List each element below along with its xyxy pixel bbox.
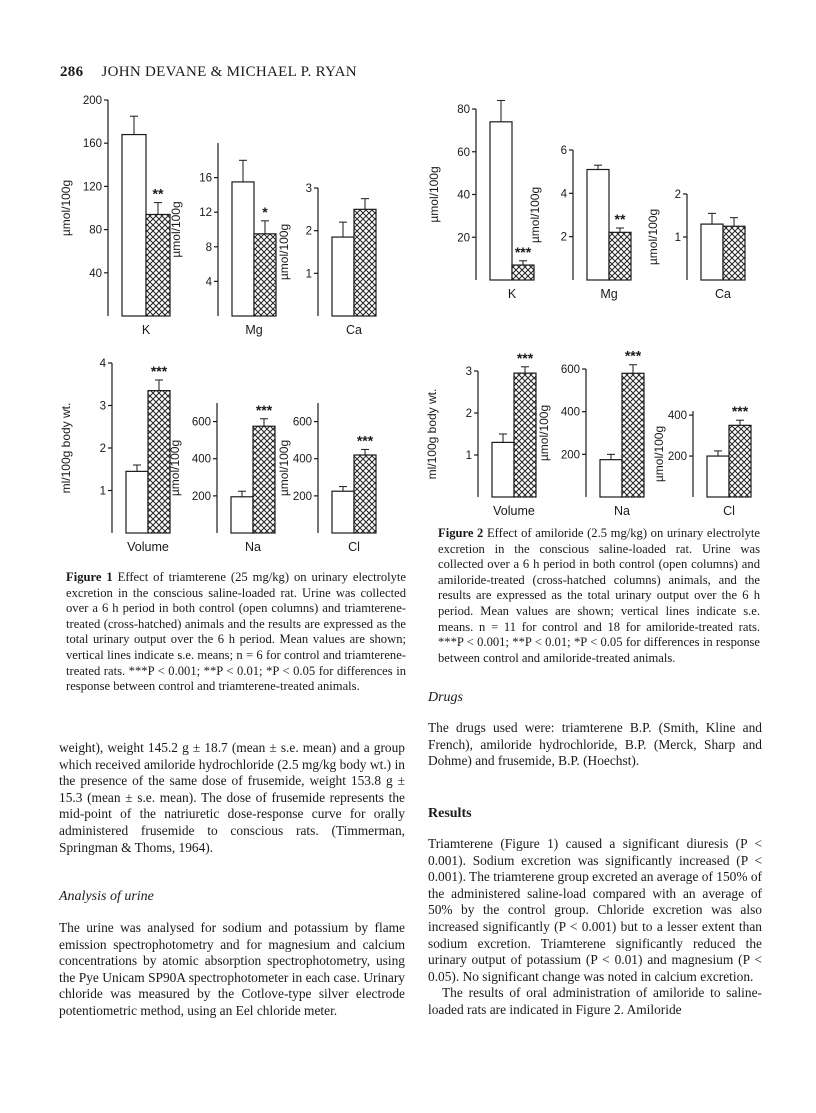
bar-control-mg: [587, 170, 609, 281]
bar-control-volume: [492, 442, 514, 497]
bar-treated-na: [253, 426, 275, 533]
figure1-caption: [66, 570, 406, 695]
figure2-caption: [438, 526, 760, 666]
figure1-label: Figure 1: [66, 570, 113, 584]
tick-label: 2: [560, 231, 567, 244]
tick-label: 2: [465, 408, 472, 420]
tick-label: 1: [674, 232, 681, 244]
y-axis-label: µmol/100g: [169, 201, 183, 258]
significance-marker: ***: [516, 349, 534, 366]
y-axis-label: ml/100g body wt.: [59, 402, 73, 494]
category-label: Ca: [346, 323, 362, 337]
tick-label: 160: [82, 138, 102, 151]
tick-label: 1: [99, 485, 106, 498]
tick-label: 80: [89, 224, 102, 237]
paragraph: Triamterene (Figure 1) caused a significant diuresis (P < 0.001). Sodium excretion was significantly increased (P < 0.001). The triamterene group excreted an average of 150% of the administered saline-load compared with an average of 50% by the control group. Chloride excretion was also increased significantly (P < 0.001) but to a lesser extent than sodium excretion. Triamterene significantly reduced the urinary output of potassium (P < 0.01) and magnesium (P < 0.05). No significant change was noted in calcium excretion.: [428, 836, 763, 984]
bar-treated-k: [512, 265, 534, 280]
bar-treated-volume: [514, 373, 536, 497]
bar-treated-cl: [729, 425, 751, 497]
category-label: Ca: [715, 287, 731, 301]
section-heading-analysis: Analysis of urine: [59, 889, 154, 904]
section-heading-drugs: Drugs: [428, 690, 464, 705]
significance-marker: ***: [624, 347, 642, 364]
bar-treated-ca: [354, 209, 376, 316]
bar-treated-volume: [148, 391, 170, 533]
tick-label: 4: [99, 358, 106, 370]
tick-label: 120: [82, 181, 102, 194]
bar-control-k: [490, 122, 512, 280]
category-label: Mg: [600, 287, 618, 301]
tick-label: 1: [305, 268, 312, 281]
section-heading-results: Results: [428, 806, 472, 821]
bar-treated-na: [622, 373, 644, 497]
y-axis-label: µmol/100g: [537, 404, 551, 462]
bar-control-na: [600, 460, 622, 497]
tick-label: 600: [560, 364, 580, 376]
category-label: Volume: [493, 504, 535, 518]
tick-label: 1: [465, 450, 472, 462]
y-axis-label: µmol/100g: [59, 179, 73, 237]
right-column-drugs: [428, 720, 762, 770]
tick-label: 3: [305, 183, 312, 195]
bar-treated-mg: [254, 234, 276, 316]
tick-label: 600: [292, 416, 312, 429]
tick-label: 400: [667, 410, 687, 423]
tick-label: 200: [191, 490, 211, 503]
tick-label: 3: [99, 400, 106, 413]
tick-label: 3: [465, 366, 472, 378]
significance-marker: **: [614, 211, 626, 227]
y-axis-label: µmol/100g: [168, 439, 182, 497]
bar-treated-cl: [354, 455, 376, 533]
bar-control-cl: [707, 456, 729, 497]
y-axis-label: µmol/100g: [646, 208, 660, 266]
tick-label: 40: [89, 267, 102, 280]
tick-label: 600: [191, 416, 211, 429]
tick-label: 6: [560, 145, 567, 157]
tick-label: 400: [191, 453, 211, 466]
tick-label: 60: [457, 146, 470, 159]
category-label: Na: [614, 504, 630, 518]
figure1-caption-text: Effect of triamterene (25 mg/kg) on urinary electrolyte excretion in the conscious saline-loaded rat. Urine was collected over a 6 h period in both control (open columns) and triamterene-treated (cross-hatched) animals and the results are expressed as the total urinary output over the 6 h period. Mean values are shown; vertical lines indicate s.e. means; n = 6 for control and triamterene-treated rats. ***P < 0.001; **P < 0.01; *P < 0.05 for differences in response between control and triamterene-treated animals.: [66, 570, 407, 694]
y-axis-label: µmol/100g: [652, 425, 666, 483]
tick-label: 16: [199, 172, 212, 185]
y-axis-label: µmol/100g: [528, 186, 542, 244]
tick-label: 12: [199, 207, 212, 220]
bar-control-ca: [701, 224, 723, 280]
y-axis-label: ml/100g body wt.: [425, 388, 439, 480]
figure2-caption-text: Effect of amiloride (2.5 mg/kg) on urinary electrolyte excretion in the conscious saline-loaded rat. Urine was collected over a 6 h period in both control (open columns) and amiloride-treated (cross-hatched columns) animals, and the results are expressed as the total urinary output over the 6 h period. Mean values are shown; vertical lines indicate s.e. means. n = 11 for control and 18 for amiloride-treated rats. ***P < 0.001; **P < 0.01; *P < 0.05 for differences in response between control and amiloride-treated animals.: [438, 526, 760, 665]
significance-marker: ***: [255, 401, 273, 418]
bar-treated-mg: [609, 232, 631, 280]
tick-label: 400: [560, 406, 580, 419]
tick-label: 2: [99, 443, 106, 455]
left-column-text-2: [59, 920, 405, 1020]
category-label: K: [141, 323, 151, 337]
tick-label: 200: [292, 490, 312, 503]
significance-marker: ***: [514, 243, 532, 260]
y-axis-label: µmol/100g: [427, 166, 441, 223]
bar-control-ca: [332, 237, 354, 316]
category-label: Cl: [723, 504, 735, 518]
bar-control-cl: [332, 491, 354, 533]
bar-control-k: [122, 135, 146, 316]
category-label: K: [507, 287, 517, 301]
paragraph: The urine was analysed for sodium and potassium by flame emission spectrophotometry and for magnesium and calcium concentrations by atomic absorption spectrophotometry, using the Pye Unicam SP90A spectrophotometer in each case. Urinary chloride was measured by the Cotlove-type silver electrode potentiometric method, using an Eel chloride meter.: [59, 920, 405, 1018]
figure2-label: Figure 2: [438, 526, 484, 540]
bar-control-na: [231, 497, 253, 533]
tick-label: 2: [674, 189, 681, 201]
bar-control-mg: [232, 182, 254, 316]
category-label: Na: [245, 540, 261, 554]
page-number: 286: [60, 64, 84, 80]
tick-label: 20: [457, 232, 470, 245]
paragraph: The drugs used were: triamterene B.P. (Smith, Kline and French), amiloride hydrochloride, B.P. (Merck, Sharp and Dohme) and frusemide, B.P. (Hoechst).: [428, 720, 762, 769]
tick-label: 400: [292, 453, 312, 466]
left-column-text-1: [59, 740, 405, 856]
tick-label: 40: [457, 189, 470, 202]
category-label: Mg: [245, 323, 263, 337]
y-axis-label: µmol/100g: [277, 223, 291, 281]
tick-label: 4: [205, 276, 212, 289]
tick-label: 2: [305, 225, 312, 238]
significance-marker: **: [152, 185, 164, 202]
bar-treated-k: [146, 214, 170, 316]
tick-label: 200: [82, 95, 102, 107]
tick-label: 4: [560, 188, 567, 201]
bar-treated-ca: [723, 226, 745, 280]
tick-label: 200: [667, 451, 687, 464]
tick-label: 8: [205, 241, 212, 254]
category-label: Cl: [348, 540, 360, 554]
right-column-results: [428, 836, 762, 1019]
significance-marker: *: [262, 203, 268, 220]
tick-label: 80: [457, 104, 470, 116]
paragraph: weight), weight 145.2 g ± 18.7 (mean ± s.e. mean) and a group which received amiloride hydrochloride (2.5 mg/kg body wt.) in the presence of the same dose of frusemide, weight 153.8 g ± 15.3 (mean ± s.e. mean). The dose of frusemide represents the mid-point of the natriuretic dose-response curve for orally administered frusemide to conscious rats. (Timmerman, Springman & Thoms, 1964).: [59, 740, 405, 855]
y-axis-label: µmol/100g: [277, 439, 291, 497]
significance-marker: ***: [731, 403, 749, 420]
significance-marker: ***: [150, 363, 168, 379]
author-names: JOHN DEVANE & MICHAEL P. RYAN: [101, 64, 357, 80]
bar-control-volume: [126, 471, 148, 533]
tick-label: 200: [560, 449, 580, 462]
category-label: Volume: [127, 540, 169, 554]
significance-marker: ***: [356, 432, 374, 449]
paragraph: The results of oral administration of amiloride to saline-loaded rats are indicated in Figure 2. Amiloride: [428, 985, 762, 1017]
